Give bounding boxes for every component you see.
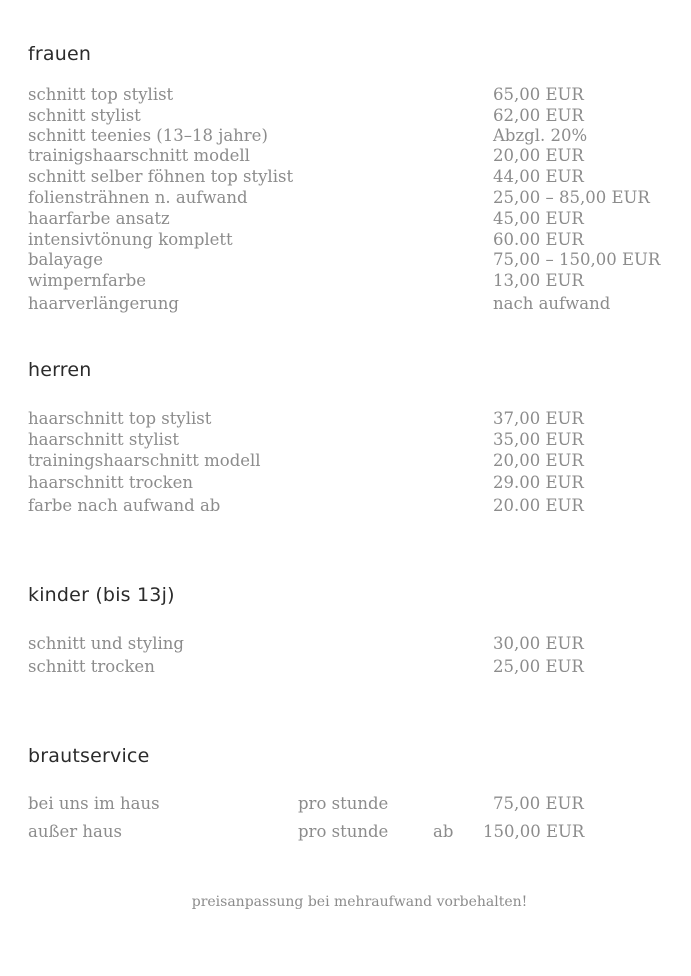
item-name: haarschnitt trocken bbox=[28, 473, 194, 492]
item-price: 37,00 EUR bbox=[493, 409, 584, 428]
item-price: 62,00 EUR bbox=[493, 106, 584, 125]
item-name: schnitt stylist bbox=[28, 106, 141, 125]
list-item bbox=[28, 656, 668, 678]
item-price: 29.00 EUR bbox=[493, 473, 584, 492]
section-title-brautservice: brautservice bbox=[28, 745, 150, 767]
item-unit: pro stunde bbox=[298, 822, 389, 841]
section-title-herren: herren bbox=[28, 359, 92, 381]
item-price: nach aufwand bbox=[493, 294, 611, 313]
list-item bbox=[28, 472, 668, 494]
list-item bbox=[28, 270, 668, 292]
list-item bbox=[28, 105, 668, 127]
item-prefix: ab bbox=[433, 822, 454, 841]
item-price: 25,00 – 85,00 EUR bbox=[493, 188, 650, 207]
item-price: 20.00 EUR bbox=[493, 496, 584, 515]
list-item bbox=[28, 145, 668, 167]
item-name: haarschnitt stylist bbox=[28, 430, 180, 449]
item-name: schnitt top stylist bbox=[28, 85, 174, 104]
list-item bbox=[28, 166, 668, 188]
item-price: 45,00 EUR bbox=[493, 209, 584, 228]
list-item bbox=[28, 820, 668, 844]
item-name: farbe nach aufwand ab bbox=[28, 496, 221, 515]
list-item bbox=[28, 249, 668, 271]
list-item bbox=[28, 408, 668, 430]
item-name: trainingshaarschnitt modell bbox=[28, 451, 261, 470]
section-title-kinder: kinder (bis 13j) bbox=[28, 584, 175, 606]
list-item bbox=[28, 429, 668, 451]
item-price: 20,00 EUR bbox=[493, 146, 584, 165]
list-item bbox=[28, 633, 668, 655]
item-price: 150,00 EUR bbox=[483, 822, 585, 841]
item-price: 75,00 – 150,00 EUR bbox=[493, 250, 661, 269]
item-name: schnitt trocken bbox=[28, 657, 155, 676]
item-name: balayage bbox=[28, 250, 103, 269]
item-name: haarverlängerung bbox=[28, 294, 179, 313]
list-item bbox=[28, 293, 668, 315]
list-item bbox=[28, 495, 668, 517]
item-name: haarschnitt top stylist bbox=[28, 409, 212, 428]
item-price: 20,00 EUR bbox=[493, 451, 584, 470]
item-price: 75,00 EUR bbox=[493, 794, 584, 813]
list-item bbox=[28, 208, 668, 230]
item-name: außer haus bbox=[28, 822, 122, 841]
item-name: intensivtönung komplett bbox=[28, 230, 233, 249]
item-unit: pro stunde bbox=[298, 794, 389, 813]
item-name: foliensträhnen n. aufwand bbox=[28, 188, 248, 207]
item-name: trainigshaarschnitt modell bbox=[28, 146, 250, 165]
item-name: schnitt und styling bbox=[28, 634, 184, 653]
section-title-frauen: frauen bbox=[28, 43, 92, 65]
item-price: 65,00 EUR bbox=[493, 85, 584, 104]
item-name: schnitt selber föhnen top stylist bbox=[28, 167, 294, 186]
item-price: 13,00 EUR bbox=[493, 271, 584, 290]
footer-note: preisanpassung bei mehraufwand vorbehalten! bbox=[191, 894, 528, 910]
item-name: wimpernfarbe bbox=[28, 271, 147, 290]
item-price: Abzgl. 20% bbox=[493, 126, 588, 145]
item-name: bei uns im haus bbox=[28, 794, 160, 813]
list-item bbox=[28, 125, 668, 147]
item-price: 44,00 EUR bbox=[493, 167, 584, 186]
list-item bbox=[28, 229, 668, 251]
list-item bbox=[28, 450, 668, 472]
item-price: 35,00 EUR bbox=[493, 430, 584, 449]
list-item bbox=[28, 84, 668, 106]
item-price: 25,00 EUR bbox=[493, 657, 584, 676]
list-item bbox=[28, 792, 668, 816]
list-item bbox=[28, 187, 668, 209]
item-name: haarfarbe ansatz bbox=[28, 209, 170, 228]
item-price: 30,00 EUR bbox=[493, 634, 584, 653]
item-price: 60.00 EUR bbox=[493, 230, 584, 249]
item-name: schnitt teenies (13–18 jahre) bbox=[28, 126, 268, 145]
